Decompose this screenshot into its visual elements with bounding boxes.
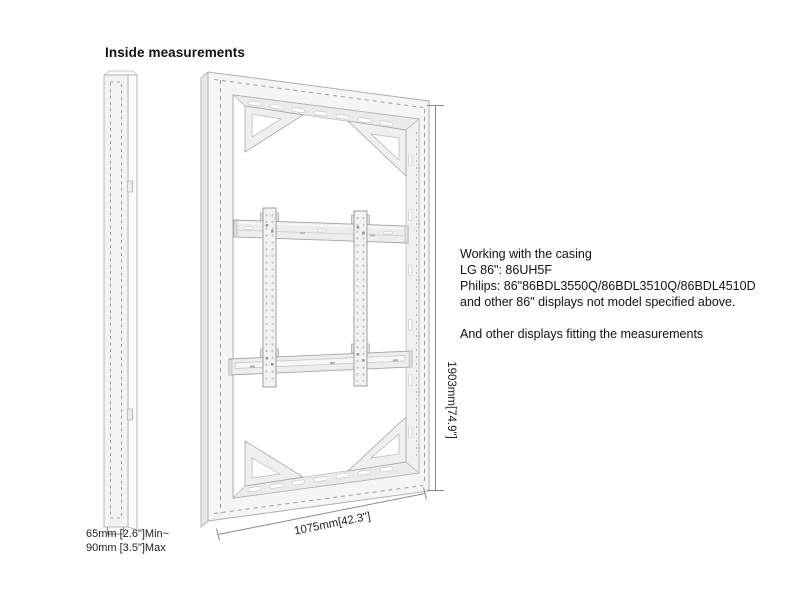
height-dimension-label: 1903mm[74.9"] <box>445 361 457 439</box>
compatibility-notes <box>460 246 790 342</box>
frame-right-inside-face <box>406 119 419 473</box>
depth-dimension-label-min: 65mm [2.6"]Min~ <box>86 528 170 540</box>
height-dimension <box>427 106 444 491</box>
note-working-with-casing: Working with the casing <box>460 247 592 261</box>
note-other-86-displays: and other 86" displays not model specified above. <box>460 295 736 309</box>
mount-upper-rail <box>234 220 408 243</box>
frame-front-view <box>201 72 429 527</box>
frame-left-side-face <box>201 72 208 527</box>
side-profile-view <box>104 71 137 530</box>
depth-dimension-label-max: 90mm [3.5"]Max <box>86 542 166 554</box>
mount-vertical-bar-right <box>354 211 367 386</box>
width-dimension-label: 1075mm[42.3"] <box>293 510 372 538</box>
mount-vertical-bar-left <box>263 208 276 387</box>
side-profile-clip-upper <box>128 181 133 192</box>
vesa-mount-bracket <box>229 208 412 387</box>
note-philips-models: Philips: 86"86BDL3550Q/86BDL3510Q/86BDL4510D <box>460 279 756 293</box>
note-lg-models: LG 86": 86UH5F <box>460 263 552 277</box>
depth-dimension <box>86 527 169 554</box>
mount-lower-rail <box>229 351 412 375</box>
side-profile-top-face <box>104 71 137 75</box>
page-title: Inside measurements <box>105 45 245 60</box>
side-profile-side-face <box>128 75 137 530</box>
note-other-displays: And other displays fitting the measurements <box>460 327 704 341</box>
side-profile-clip-lower <box>128 409 133 420</box>
side-profile-front-face <box>104 75 128 527</box>
mount-bar-screws <box>266 224 365 366</box>
